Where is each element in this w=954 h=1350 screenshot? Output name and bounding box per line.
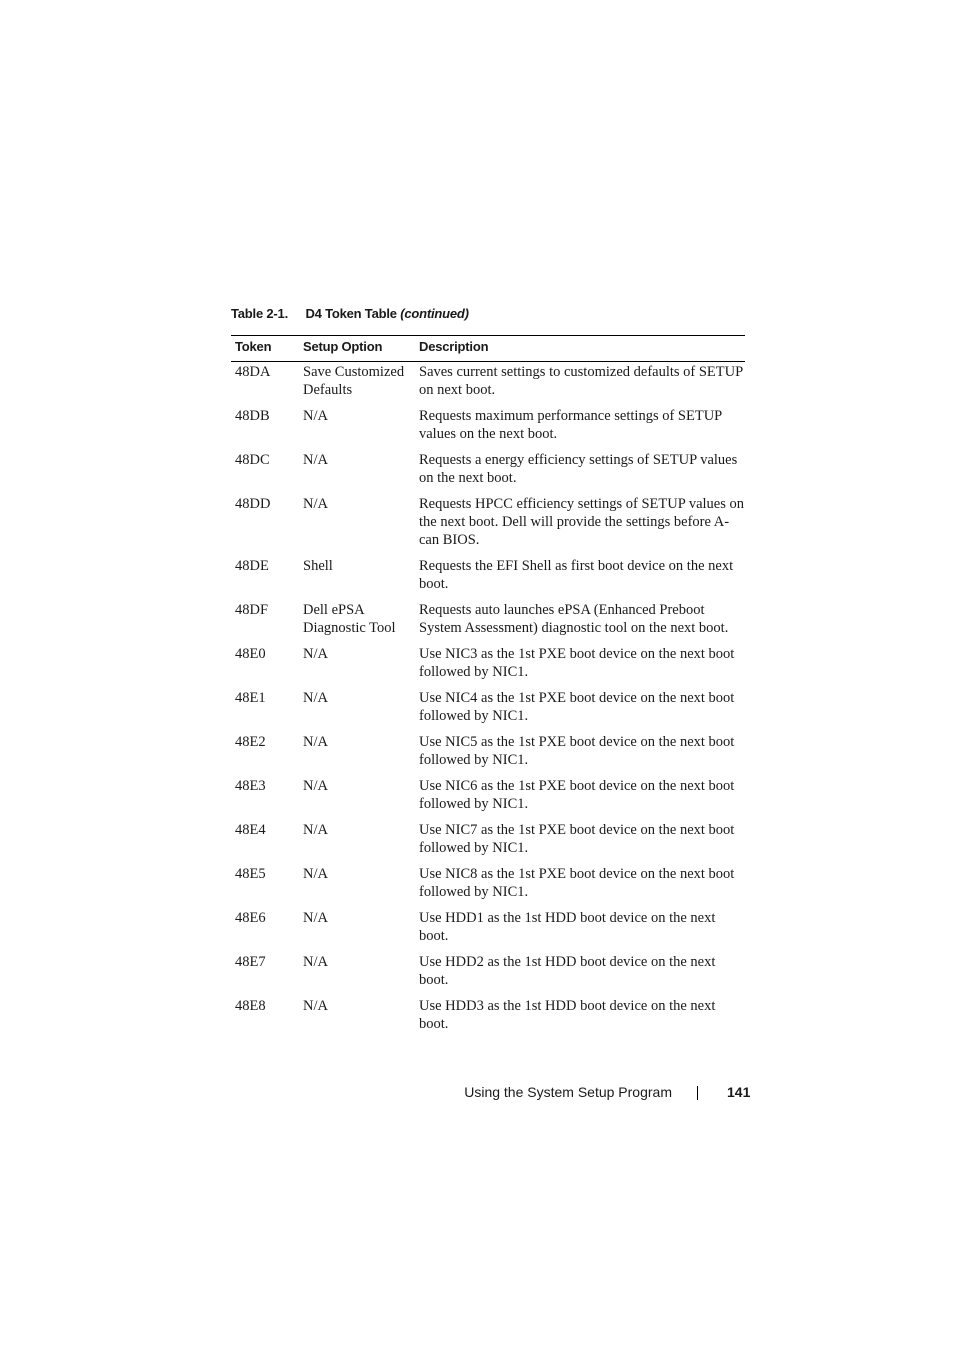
table-body xyxy=(231,362,745,1041)
header-token: Token xyxy=(231,336,299,362)
table-row xyxy=(231,820,745,864)
cell-token: 48E2 xyxy=(235,734,266,750)
table-row xyxy=(231,776,745,820)
cell-description: Use NIC8 as the 1st PXE boot device on the next boot followed by NIC1. xyxy=(419,866,735,900)
cell-description: Requests a energy efficiency settings of SETUP values on the next boot. xyxy=(419,452,738,486)
table-row xyxy=(231,556,745,600)
cell-setup-option: Save Customized Defaults xyxy=(303,364,405,398)
cell-description: Requests the EFI Shell as first boot device on the next boot. xyxy=(419,558,734,592)
cell-token: 48E5 xyxy=(235,866,266,882)
table-row xyxy=(231,996,745,1040)
table-row xyxy=(231,494,745,556)
page-footer xyxy=(0,1084,954,1104)
table-row xyxy=(231,732,745,776)
cell-setup-option: N/A xyxy=(303,866,328,882)
cell-token: 48E4 xyxy=(235,822,266,838)
cell-token: 48DD xyxy=(235,496,271,512)
cell-token: 48DC xyxy=(235,452,270,468)
cell-setup-option: N/A xyxy=(303,734,328,750)
header-description: Description xyxy=(415,336,745,362)
cell-description: Requests maximum performance settings of SETUP values on the next boot. xyxy=(419,408,722,442)
table-number: Table 2-1. xyxy=(231,306,289,321)
table-title: D4 Token Table xyxy=(305,306,397,321)
cell-token: 48E8 xyxy=(235,998,266,1014)
cell-description: Use HDD1 as the 1st HDD boot device on the next boot. xyxy=(419,910,716,944)
table-caption xyxy=(231,306,469,321)
table-continued-label: (continued) xyxy=(400,306,469,321)
cell-setup-option: N/A xyxy=(303,408,328,424)
cell-description: Use NIC5 as the 1st PXE boot device on the next boot followed by NIC1. xyxy=(419,734,735,768)
cell-token: 48E0 xyxy=(235,646,266,662)
cell-description: Requests HPCC efficiency settings of SETUP values on the next boot. Dell will provide the settings before A-can BIOS. xyxy=(419,496,745,548)
table-header-row xyxy=(231,336,745,362)
table-row xyxy=(231,952,745,996)
cell-token: 48E7 xyxy=(235,954,266,970)
table-row xyxy=(231,864,745,908)
cell-description: Use NIC7 as the 1st PXE boot device on the next boot followed by NIC1. xyxy=(419,822,735,856)
cell-setup-option: N/A xyxy=(303,452,328,468)
cell-setup-option: N/A xyxy=(303,954,328,970)
cell-token: 48E6 xyxy=(235,910,266,926)
cell-token: 48DA xyxy=(235,364,271,380)
cell-setup-option: N/A xyxy=(303,646,328,662)
table-row xyxy=(231,362,745,407)
cell-description: Requests auto launches ePSA (Enhanced Preboot System Assessment) diagnostic tool on the next boot. xyxy=(419,602,729,636)
table-row xyxy=(231,688,745,732)
cell-setup-option: N/A xyxy=(303,690,328,706)
footer-section-title: Using the System Setup Program xyxy=(464,1084,672,1100)
cell-description: Saves current settings to customized defaults of SETUP on next boot. xyxy=(419,364,743,398)
cell-token: 48DF xyxy=(235,602,269,618)
footer-separator xyxy=(697,1086,698,1100)
page-number: 141 xyxy=(727,1084,751,1100)
cell-setup-option: N/A xyxy=(303,496,328,512)
cell-token: 48E1 xyxy=(235,690,266,706)
cell-setup-option: N/A xyxy=(303,998,328,1014)
table-row xyxy=(231,450,745,494)
cell-setup-option: Dell ePSA Diagnostic Tool xyxy=(303,602,396,636)
table-row xyxy=(231,406,745,450)
cell-description: Use HDD3 as the 1st HDD boot device on the next boot. xyxy=(419,998,716,1032)
table-row xyxy=(231,908,745,952)
cell-setup-option: Shell xyxy=(303,558,333,574)
cell-description: Use NIC3 as the 1st PXE boot device on the next boot followed by NIC1. xyxy=(419,646,735,680)
cell-token: 48DB xyxy=(235,408,270,424)
token-table xyxy=(231,335,745,1040)
header-setup-option: Setup Option xyxy=(299,336,415,362)
cell-setup-option: N/A xyxy=(303,778,328,794)
cell-setup-option: N/A xyxy=(303,822,328,838)
cell-token: 48E3 xyxy=(235,778,266,794)
cell-description: Use NIC6 as the 1st PXE boot device on the next boot followed by NIC1. xyxy=(419,778,735,812)
cell-description: Use HDD2 as the 1st HDD boot device on the next boot. xyxy=(419,954,716,988)
table-row xyxy=(231,600,745,644)
table-row xyxy=(231,644,745,688)
cell-setup-option: N/A xyxy=(303,910,328,926)
cell-token: 48DE xyxy=(235,558,269,574)
cell-description: Use NIC4 as the 1st PXE boot device on the next boot followed by NIC1. xyxy=(419,690,735,724)
